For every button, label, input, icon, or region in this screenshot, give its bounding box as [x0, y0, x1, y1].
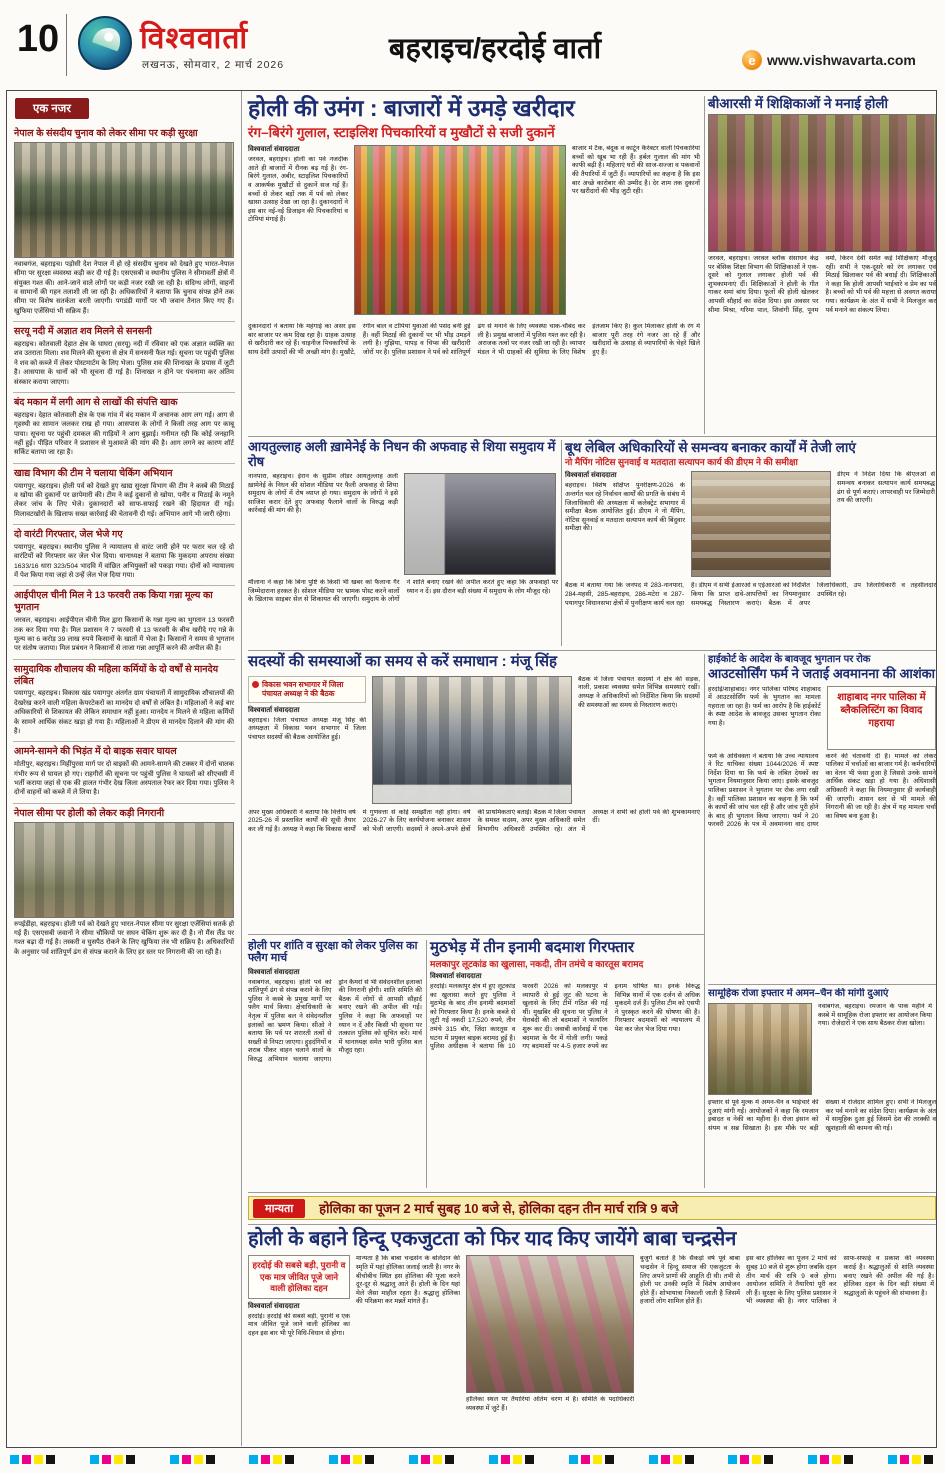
cmyk-square — [341, 1455, 350, 1464]
article-holi-market — [248, 96, 700, 415]
divider — [708, 984, 936, 985]
cmyk-square — [764, 1455, 773, 1464]
cmyk-square — [888, 1455, 897, 1464]
cmyk-square — [728, 1455, 737, 1464]
cmyk-square — [844, 1455, 853, 1464]
cmyk-square — [421, 1455, 430, 1464]
article-byline: विश्ववार्ता संवाददाता — [248, 706, 300, 714]
article-subtitle: रंग–बिरंगे गुलाल, स्टाइलिश पिचकारियों व मुखौटों से सजी दुकानें — [248, 124, 555, 140]
sidebar-article-title: बंद मकान में लगी आग से लाखों की संपत्ति खाक — [14, 396, 178, 408]
sidebar-article-body: नवाबगंज, बहराइच। पड़ोसी देश नेपाल में हो रहे संसदीय चुनाव को देखते हुए भारत-नेपाल सीमा पर सुरक्षा व्यवस्था कड़ी कर दी गई है। एसएसबी व स्थानीय पुलिस ने सीमावर्ती क्षेत्रों में संयुक्त गश्त की। आने-जाने वाले लोगों पर कड़ी नजर रखी जा रही है। संदिग्ध लोगों, वाहनों व सामानों की गहन तलाशी ली जा रही है। अधिकारियों ने बताया कि चुनाव संपन्न होने तक सीमा पर विशेष सतर्कता बरती जाएगी। पगडंडी मार्गों पर भी जवान तैनात किए गए हैं। खुफिया एजेंसियां भी सक्रिय हैं। — [14, 260, 234, 315]
article-roza-iftar — [708, 988, 936, 1179]
cmyk-square — [924, 1455, 933, 1464]
cmyk-mark-group — [409, 1455, 454, 1464]
sidebar-article-body: पयागपुर, बहराइच। विकास खंड पयागपुर अंतर्गत ग्राम पंचायतों में सामुदायिक शौचालयों की देखरेख करने वाली महिला केयरटेकरों का मानदेय दो वर्षों से लंबित है। महिलाओं ने कई बार अधिकारियों से शिकायत की लेकिन समाधान नहीं हुआ। मानदेय न मिलने से महिला कर्मियों के सामने आर्थिक संकट खड़ा हो गया है। महिलाओं ने डीएम से मानदेय दिलाने की मांग की है। — [14, 690, 234, 735]
article-body: इस बार होलिका का पूजन 2 मार्च को सुबह 10 बजे से शुरू होगा जबकि दहन तीन मार्च की रात्रि 9 बजे होगा। आयोजन समिति ने तैयारियां पूरी कर ली हैं। सुरक्षा के लिए पुलिस प्रशासन ने भी व्यवस्था की है। नगर पालिका ने साफ-सफाई व प्रकाश की व्यवस्था कराई है। श्रद्धालुओं से शांति व्यवस्था बनाए रखने की अपील की गई है। होलिका दहन के दिन बड़ी संख्या में श्रद्धालुओं के पहुंचने की संभावना है। — [746, 1255, 934, 1306]
sidebar-article-title: सरयू नदी में अज्ञात शव मिलने से सनसनी — [14, 326, 152, 338]
sidebar-article — [13, 586, 235, 659]
holika-procession-photo — [466, 1255, 634, 1393]
article-body: हरदोई। हरदोई की सबसे बड़ी, पुरानी व एक मात्र जीवित पूजे जाने वाली होलिका का दहन इस बार भी पूरे विधि-विधान से होगा। — [248, 1312, 350, 1338]
article-headline: मुठभेड़ में तीन इनामी बदमाश गिरफ्तार — [430, 939, 634, 956]
divider — [248, 1224, 936, 1225]
cmyk-square — [808, 1455, 817, 1464]
sidebar-ek-nazar — [10, 94, 238, 1444]
cmyk-square — [206, 1455, 215, 1464]
cmyk-square — [365, 1455, 374, 1464]
cmyk-square — [90, 1455, 99, 1464]
registration-marks — [6, 1452, 937, 1466]
article-headline: होली पर शांति व सुरक्षा को लेकर पुलिस का फ्लैग मार्च — [248, 940, 418, 965]
divider — [704, 654, 705, 1188]
cmyk-square — [912, 1455, 921, 1464]
article-zila-panchayat — [248, 654, 700, 921]
cmyk-square — [569, 1455, 578, 1464]
manyata-text: होलिका का पूजन 2 मार्च सुबह 10 बजे से, होलिका दहन तीन मार्च रात्रि 9 बजे — [319, 1201, 679, 1216]
cmyk-square — [126, 1455, 135, 1464]
epaper-icon: e — [742, 50, 762, 70]
sidebar-article-body: बहराइच। देहात कोतवाली क्षेत्र के एक गांव में बंद मकान में अचानक आग लग गई। आग से गृहस्थी का सामान जलकर राख हो गया। आसपास के लोगों ने किसी तरह आग पर काबू पाया। सूचना पर पहुंची दमकल की गाड़ियों ने आग बुझाई। गनीमत रही कि कोई जनहानि नहीं हुई। पीड़ित परिवार ने प्रशासन से मुआवजे की मांग की है। आग लगने का कारण शॉर्ट सर्किट बताया जा रहा है। — [14, 411, 234, 457]
sidebar-article — [13, 124, 235, 322]
article-byline: विश्ववार्ता संवाददाता — [565, 472, 617, 480]
cmyk-mark-group — [728, 1455, 773, 1464]
cmyk-square — [489, 1455, 498, 1464]
article-body: मान्यता है कि बाबा चन्द्रसेन के बलिदान की स्मृति में यहां होलिका जलाई जाती है। नगर के बीचोबीच स्थित इस होलिका की पूजा करने दूर-दूर से श्रद्धालु आते हैं। होली के दिन यहां मेले जैसा माहौल रहता है। श्रद्धालु होलिका की परिक्रमा कर मन्नतें मांगते हैं। — [356, 1255, 460, 1306]
holi-market-photo — [354, 145, 566, 315]
cmyk-mark-group — [170, 1455, 215, 1464]
cmyk-mark-group — [10, 1455, 55, 1464]
article-headline: होली के बहाने हिन्दू एकजुटता को फिर याद किए जायेंगे बाबा चन्द्रसेन — [248, 1228, 737, 1250]
sidebar-article-title: नेपाल के संसदीय चुनाव को लेकर सीमा पर कड़ी सुरक्षा — [14, 128, 198, 139]
cmyk-square — [261, 1455, 270, 1464]
divider — [561, 440, 562, 646]
article-body: बुजुर्ग बताते हैं कि सैकड़ों वर्ष पूर्व बाबा चन्द्रसेन ने हिन्दू समाज की एकजुटता के लिए अपने प्राणों की आहुति दी थी। तभी से होली पर उनकी स्मृति में विशेष आयोजन होते हैं। शोभायात्रा निकाली जाती है जिसमें हजारों लोग शामिल होते हैं। — [640, 1255, 740, 1306]
article-khamenei-rumour — [248, 440, 558, 635]
article-brc-holi — [708, 96, 936, 427]
cmyk-mark-group — [249, 1455, 294, 1464]
divider — [248, 436, 936, 437]
article-headline: सदस्यों की समस्याओं का समय से करें समाधान : मंजू सिंह — [248, 653, 557, 670]
sidebar-article-title: दो वारंटी गिरफ्तार, जेल भेजे गए — [14, 529, 123, 540]
article-body: डीएम ने निर्देश दिया कि बीएलओ से समन्वय बनाकर सत्यापन कार्य समयबद्ध ढंग से पूर्ण कराएं। लापरवाही पर जिम्मेदारी तय की जाएगी। — [837, 471, 935, 505]
cmyk-square — [581, 1455, 590, 1464]
cmyk-square — [649, 1455, 658, 1464]
holika-highlight-box: हरदोई की सबसे बड़ी, पुरानी व एक मात्र जीवित पूजे जाने वाली होलिका दहन — [248, 1255, 350, 1299]
article-byline: विश्ववार्ता संवाददाता — [248, 1302, 300, 1310]
sidebar-article-body: पयागपुर, बहराइच। स्थानीय पुलिस ने न्यायालय से वारंट जारी होने पर फरार चल रहे दो वारंटियों को गिरफ्तार कर जेल भेज दिया। थानाध्यक्ष ने बताया कि मुकदमा अपराध संख्या 1633/16 धारा 323/504 भादवि में वांछित अभियुक्तों को पकड़ा गया। दोनों को न्यायालय में पेश किया गया जहां से उन्हें जेल भेज दिया गया। — [14, 543, 234, 579]
manyata-label: मान्यता — [253, 1199, 305, 1218]
cmyk-mark-group — [569, 1455, 614, 1464]
divider — [66, 14, 67, 76]
teachers-holi-photo — [708, 114, 936, 252]
article-body: नानपारा, बहराइच। ईरान के सुप्रीम लीडर आयतुल्लाह अली ख़ामेनेई के निधन की सोशल मीडिया पर फैली अफवाह से शिया समुदाय के लोगों में रोष व्याप्त हो गया। समुदाय के लोगों ने इसे साजिश करार देते हुए अफवाह फैलाने वालों के विरुद्ध कड़ी कार्रवाई की मांग की है। — [248, 473, 398, 515]
manyata-strip — [248, 1196, 936, 1220]
shia-community-photo — [404, 473, 556, 575]
article-byline: विश्ववार्ता संवाददाता — [430, 973, 482, 981]
article-headline: बूथ लेबिल अधिकारियों से समन्वय बनाकर कार्यों में तेजी लाएं — [565, 440, 856, 455]
divider — [704, 96, 705, 434]
cmyk-square — [46, 1455, 55, 1464]
article-highcourt-payment — [708, 654, 936, 957]
sidebar-article-body: जरवल, बहराइच। आईपीएल चीनी मिल द्वारा किसानों के गन्ना मूल्य का भुगतान 13 फरवरी तक कर दिया गया है। मिल प्रशासन ने 7 फरवरी से 13 फरवरी के बीच खरीदे गए गन्ने के मूल्य का 6 करोड़ 39 लाख रुपये किसानों के खातों में भेजा है। किसानों ने समय से भुगतान पर संतोष जताया। मिल प्रबंधन ने किसानों से ताजा गन्ना आपूर्ति करने की अपील की है। — [14, 617, 234, 653]
article-headline: सामूहिक रोजा इफ्तार में अमन–चैन की मांगी दुआएं — [708, 988, 889, 999]
cmyk-mark-group — [329, 1455, 374, 1464]
cmyk-square — [525, 1455, 534, 1464]
article-baba-chandrasen — [248, 1228, 936, 1439]
article-body: मौलाना ने कहा कि बिना पुष्टि के किसी भी खबर को फैलाना गैर जिम्मेदाराना हरकत है। सोशल मीडिया पर भ्रामक पोस्ट करने वालों के खिलाफ साइबर सेल से शिकायत की जाएगी। समुदाय के लोगों ने शांति बनाए रखने की अपील करते हुए कहा कि अफवाहों पर ध्यान न दें। इस दौरान बड़ी संख्या में समुदाय के लोग मौजूद रहे। — [248, 579, 558, 604]
cmyk-square — [445, 1455, 454, 1464]
cmyk-square — [673, 1455, 682, 1464]
sidebar-article-title: खाद्य विभाग की टीम ने चलाया चेकिंग अभियान — [14, 467, 173, 479]
article-byline: विश्ववार्ता संवाददाता — [248, 146, 300, 154]
article-body: बहराइच। विशेष संक्षिप्त पुनरीक्षण-2026 के अन्तर्गत चल रहे निर्वाचन कार्यों की प्रगति के संबंध में जिलाधिकारी की अध्यक्षता में कलेक्ट्रेट सभागार में समीक्षा बैठक आयोजित हुई। डीएम ने नो मैपिंग, नोटिस सुनवाई व मतदाता सत्यापन कार्य की बिंदुवार समीक्षा की। — [565, 482, 685, 533]
border-patrol-photo — [14, 822, 234, 918]
article-subtitle: मलकापुर लूटकांड का खुलासा, नकदी, तीन तमंचे व कारतूस बरामद — [430, 958, 644, 969]
article-body: फर्म के अधिवक्ता ने बताया कि उच्च न्यायालय ने रिट याचिका संख्या 1044/2026 में स्पष्ट निर्देश दिया था कि फर्म के लंबित देयकों का भुगतान नियमानुसार किया जाए। इसके बावजूद पालिका प्रशासन ने भुगतान पर रोक लगा रखी है। वहीं पालिका प्रशासन का कहना है कि फर्म के कार्यों की जांच चल रही है और जांच पूरी होने के बाद ही भुगतान किया जाएगा। फर्म ने 20 फरवरी 2026 के पत्र में अवमानना वाद दायर करने की चेतावनी दी है। मामले को लेकर पालिका में चर्चाओं का बाजार गर्म है। कर्मचारियों का वेतन भी फंसा हुआ है जिससे उनके सामने आर्थिक संकट खड़ा हो गया है। अधिशासी अधिकारी ने कहा कि नियमानुसार ही कार्यवाही की जाएगी। शासन स्तर से भी मामले की निगरानी की जा रही है। क्षेत्र में यह मामला चर्चा का विषय बना हुआ है। — [708, 752, 936, 829]
article-body: हरदोई। मलकापुर क्षेत्र में हुए लूटकांड का खुलासा करते हुए पुलिस ने मुठभेड़ के बाद तीन इनामी बदमाशों को गिरफ्तार किया है। इनके कब्जे से लूटी गई नकदी 17,520 रुपये, तीन तमंचे 315 बोर, जिंदा कारतूस व घटना में प्रयुक्त बाइक बरामद हुई है। पुलिस अधीक्षक ने बताया कि 10 फरवरी 2026 को मलकापुर में व्यापारी से हुई लूट की घटना के खुलासे के लिए टीमें गठित की गई थीं। मुखबिर की सूचना पर पुलिस ने घेराबंदी की तो बदमाशों ने फायरिंग शुरू कर दी। जवाबी कार्रवाई में एक बदमाश के पैर में गोली लगी। पकड़े गए बदमाशों पर 4-5 हजार रुपये का इनाम घोषित था। इनके विरुद्ध विभिन्न थानों में एक दर्जन से अधिक मुकदमे दर्ज हैं। पुलिस टीम को एसपी ने पुरस्कृत करने की घोषणा की है। गिरफ्तार बदमाशों को न्यायालय में पेश कर जेल भेज दिया गया। — [430, 983, 700, 1051]
iftar-photo — [708, 1003, 812, 1095]
cmyk-square — [285, 1455, 294, 1464]
article-body: दुकानदारों ने बताया कि महंगाई का असर इस बार बाजार पर कम दिख रहा है। ग्राहक उत्साह से खरीदारी कर रहे हैं। चाइनीज पिचकारियों के साथ देशी उत्पादों की भी अच्छी मांग है। मुखौटे, रंगीन बाल व टोपियां युवाओं की पसंद बनी हुई हैं। वहीं मिठाई की दुकानों पर भी भीड़ उमड़ने लगी है। गुझिया, पापड़ व चिप्स की खरीदारी जोरों पर है। पुलिस प्रशासन ने पर्व को शांतिपूर्ण ढंग से मनाने के लिए व्यवस्था चाक-चौबंद कर ली है। प्रमुख बाजारों में पुलिस गश्त कर रही है। अराजक तत्वों पर नजर रखी जा रही है। व्यापार मंडल ने भी ग्राहकों की सुविधा के लिए विशेष इंतजाम किए हैं। कुल मिलाकर होली के रंग में बाजार पूरी तरह रंगे नजर आ रहे हैं और खरीदारों के उत्साह से व्यापारियों के चेहरे खिले हुए हैं। — [248, 323, 700, 356]
article-body: जरवल, बहराइच। जरवल ब्लॉक संसाधन केंद्र पर बेसिक शिक्षा विभाग की शिक्षिकाओं ने एक-दूसरे को गुलाल लगाकर होली पर्व की शुभकामनाएं दीं। शिक्षिकाओं ने होली के गीत गाकर समां बांध दिया। फूलों की होली खेलकर आपसी सौहार्द का संदेश दिया। इस अवसर पर सीमा मिश्रा, गरिमा पाल, शिवांगी सिंह, पूनम वर्मा, किरन देवी समेत कई शिक्षिकाएं मौजूद रहीं। सभी ने एक-दूसरे को रंग लगाकर एवं मिठाई खिलाकर पर्व की बधाई दी। शिक्षिकाओं ने कहा कि होली आपसी भाईचारे व प्रेम का पर्व है। बच्चों को भी पर्व की महत्ता से अवगत कराया गया। कार्यक्रम के अंत में सभी ने मिलजुल कर पर्व मनाने का संकल्प लिया। — [708, 255, 936, 314]
sidebar-article — [13, 464, 235, 525]
divider — [248, 650, 936, 651]
article-body: बैठक में जिला पंचायत सदस्यों ने क्षेत्र की सड़क, नाली, प्रकाश व्यवस्था समेत विभिन्न समस्याएं रखीं। अध्यक्ष ने अधिकारियों को निर्देशित किया कि सदस्यों की समस्याओं का समय से निस्तारण कराएं। — [578, 675, 700, 709]
sidebar-article-title: सामुदायिक शौचालय की महिला कर्मियों के दो वर्षों से मानदेय लंबित — [14, 663, 219, 687]
cmyk-square — [194, 1455, 203, 1464]
article-body: बैठक में बताया गया कि जनपद में 283-नानपारा, 284-महसी, 285-बहराइच, 286-मटेरा व 287-पयागपुर विधानसभा क्षेत्रों में पुनरीक्षण कार्य चल रहा है। डीएम ने सभी ईआरओ व एईआरओ को निर्देशित किया कि प्राप्त दावे-आपत्तियों का नियमानुसार समयबद्ध निस्तारण कराएं। बैठक में अपर जिलाधिकारी, उप जिलाधिकारी व तहसीलदार उपस्थित रहे। — [565, 582, 936, 607]
article-headline: आउटसोर्सिंग फर्म ने जताई अवमानना की आशंका — [708, 666, 936, 682]
cmyk-square — [114, 1455, 123, 1464]
sidebar-article-body: रुपईडीहा, बहराइच। होली पर्व को देखते हुए भारत-नेपाल सीमा पर सुरक्षा एजेंसियां सतर्क हो गई हैं। एसएसबी जवानों ने सीमा चौकियों पर सघन चेकिंग शुरू कर दी है। नो मैंस लैंड पर गश्त बढ़ा दी गई है। तस्करी व घुसपैठ रोकने के लिए खुफिया तंत्र भी सक्रिय है। अधिकारियों के अनुसार पर्व शांतिपूर्ण ढंग से संपन्न कराने के लिए हर स्तर पर निगरानी की जा रही है। — [14, 920, 234, 956]
article-body: नवाबगंज, बहराइच। रमजान के पाक महीने में कस्बे में सामूहिक रोजा इफ्तार का आयोजन किया गया। रोजेदारों ने एक साथ बैठकर रोजा खोला। — [818, 1003, 932, 1028]
website-url: www.vishwavarta.com — [767, 52, 916, 68]
cmyk-square — [752, 1455, 761, 1464]
cmyk-mark-group — [649, 1455, 694, 1464]
article-subtitle: नो मैपिंग नोटिस सुनवाई व मतदाता सत्यापन कार्य की डीएम ने की समीक्षा — [565, 457, 798, 468]
divider — [426, 940, 427, 1188]
article-body: अपर मुख्य अधिकारी ने बताया कि वित्तीय वर्ष 2025-26 में प्रस्तावित कार्यों की सूची तैयार कर ली गई है। अध्यक्ष ने कहा कि विकास कार्यों में गुणवत्ता से कोई समझौता नहीं होगा। वर्ष 2026-27 के लिए कार्ययोजना बनाकर शासन को भेजी जाएगी। सदस्यों ने अपने-अपने क्षेत्रों की प्राथमिकताएं बताईं। बैठक में जिला पंचायत के समस्त सदस्य, अपर मुख्य अधिकारी समेत विभागीय अधिकारी उपस्थित रहे। अंत में अध्यक्ष ने सभी को होली पर्व की शुभकामनाएं दीं। — [248, 808, 700, 833]
kicker-text: विकास भवन सभागार में जिला पंचायत अध्यक्ष ने की बैठक — [262, 679, 344, 699]
brand-logo-icon — [78, 16, 132, 70]
cmyk-square — [409, 1455, 418, 1464]
cmyk-square — [10, 1455, 19, 1464]
cmyk-square — [353, 1455, 362, 1464]
cmyk-square — [501, 1455, 510, 1464]
sidebar-article — [13, 322, 235, 393]
ek-nazar-header: एक नजर — [15, 98, 89, 119]
sidebar-article-title: नेपाल सीमा पर होली को लेकर कड़ी निगरानी — [14, 807, 165, 819]
sidebar-article — [13, 660, 235, 743]
article-kicker — [248, 676, 366, 703]
cmyk-mark-group — [489, 1455, 534, 1464]
cmyk-square — [900, 1455, 909, 1464]
sidebar-article — [13, 804, 235, 962]
divider — [241, 91, 242, 1446]
cmyk-square — [273, 1455, 282, 1464]
article-body: इफ्तार से पूर्व मुल्क में अमन-चैन व भाईचारे की दुआएं मांगी गईं। आयोजकों ने कहा कि रमजान इबादत व नेकी का महीना है। रोजा इंसान को संयम व सब्र सिखाता है। इस मौके पर बड़ी संख्या में रोजेदार शामिल हुए। सभी ने मिलजुल कर पर्व मनाने का संदेश दिया। कार्यक्रम के अंत में सामूहिक दुआ हुई जिसमें देश की तरक्की व खुशहाली की कामना की गई। — [708, 1099, 936, 1132]
cmyk-square — [740, 1455, 749, 1464]
cmyk-square — [249, 1455, 258, 1464]
sidebar-article-body: पयागपुर, बहराइच। होली पर्व को देखते हुए खाद्य सुरक्षा विभाग की टीम ने कस्बे की मिठाई व खोया की दुकानों पर छापेमारी की। टीम ने कई दुकानों से खोया, पनीर व मिठाई के नमूने लेकर जांच के लिए भेजे। दुकानदारों को साफ-सफाई रखने की हिदायत दी गई। मिलावटखोरों के खिलाफ सख्त कार्रवाई की चेतावनी दी गई। अभियान आगे भी जारी रहेगा। — [14, 482, 234, 518]
article-booth-review — [565, 440, 936, 636]
blacklisting-sidebox: शाहाबाद नगर पालिका में ब्लैकलिस्टिंग का विवाद गहराया — [827, 686, 936, 750]
sidebar-article-title: आमने-सामने की भिड़ंत में दो बाइक सवार घायल — [14, 746, 177, 758]
article-body: जरवल, बहराइच। होली का पर्व नजदीक आते ही बाजारों में रौनक बढ़ गई है। रंग-बिरंगे गुलाल, अबीर, स्टाइलिश पिचकारियों व आकर्षक मुखौटों से दुकानें सज गई हैं। बच्चों से लेकर बड़ों तक में पर्व को लेकर खासा उत्साह देखा जा रहा है। दुकानदारों ने इस बार नई-नई डिजाइन की पिचकारियां व टोपियां मंगाई हैं। — [248, 156, 348, 224]
article-body: हरदोई/शाहाबाद। नगर पालिका परिषद शाहाबाद में आउटसोर्सिंग फर्म के भुगतान का मामला गहराता जा रहा है। फर्म का आरोप है कि हाईकोर्ट के स्पष्ट आदेश के बावजूद उसका भुगतान रोका गया है। — [708, 685, 821, 728]
website-link[interactable] — [742, 50, 916, 70]
cmyk-square — [661, 1455, 670, 1464]
article-body: बाजार में टैंक, बंदूक व कार्टून कैरेक्टर वाली पिचकारियां बच्चों को खूब भा रही हैं। हर्बल गुलाल की मांग भी काफी बढ़ी है। महिलाएं घरों की साज-सज्जा व पकवानों की तैयारियों में जुटी हैं। व्यापारियों का कहना है कि इस बार अच्छे कारोबार की उम्मीद है। देर शाम तक दुकानों पर खरीदारों की भीड़ जुटी रही। — [572, 145, 700, 196]
cmyk-square — [182, 1455, 191, 1464]
cmyk-mark-group — [888, 1455, 933, 1464]
sidebar-article-body: मोतीपुर, बहराइच। मिहींपुरवा मार्ग पर दो बाइकों की आमने-सामने की टक्कर में दोनों चालक गंभीर रूप से घायल हो गए। राहगीरों की सूचना पर पहुंची पुलिस ने घायलों को सीएचसी में भर्ती कराया जहां से एक की हालत गंभीर देख जिला अस्पताल रेफर कर दिया गया। पुलिस ने दोनों वाहनों को कब्जे में ले लिया है। — [14, 761, 234, 797]
section-title: बहराइच/हरदोई वार्ता — [388, 33, 602, 65]
article-kicker-headline: हाईकोर्ट के आदेश के बावजूद भुगतान पर रोक — [708, 654, 871, 665]
article-body: नवाबगंज, बहराइच। होली पर्व को शांतिपूर्ण ढंग से संपन्न कराने के लिए पुलिस ने कस्बे के प्रमुख मार्गों पर फ्लैग मार्च किया। क्षेत्राधिकारी के नेतृत्व में पुलिस बल ने संवेदनशील इलाकों का भ्रमण किया। सीओ ने बताया कि पर्व पर शरारती तत्वों से सख्ती से निपटा जाएगा। हुड़दंगियों व शराब पीकर वाहन चलाने वालों के विरुद्ध अभियान चलाया जाएगा। ड्रोन कैमरों से भी संवेदनशील इलाकों की निगरानी होगी। शांति समिति की बैठक में लोगों से आपसी सौहार्द बनाए रखने की अपील की गई। पुलिस ने कहा कि अफवाहों पर ध्यान न दें और किसी भी सूचना पर तत्काल पुलिस को सूचित करें। मार्च में थानाध्यक्ष समेत भारी पुलिस बल मौजूद रहा। — [248, 978, 422, 1063]
cmyk-square — [329, 1455, 338, 1464]
article-headline: बीआरसी में शिक्षिकाओं ने मनाई होली — [708, 96, 888, 111]
cmyk-square — [605, 1455, 614, 1464]
sidebar-article — [13, 393, 235, 464]
dateline: लखनऊ, सोमवार, 2 मार्च 2026 — [142, 59, 285, 71]
border-security-photo — [14, 142, 234, 258]
sidebar-article-body: बहराइच। कोतवाली देहात क्षेत्र के घाघरा (सरयू) नदी में रविवार को एक अज्ञात व्यक्ति का शव उतराता मिला। शव मिलने की सूचना से क्षेत्र में सनसनी फैल गई। सूचना पर पहुंची पुलिस ने शव को कब्जे में लेकर पोस्टमार्टम के लिए भेजा। पुलिस शव की शिनाख्त के प्रयास में जुटी है। आसपास के थानों को भी सूचना दी गई है। शिनाख्त न होने पर पंचनामा कर अंतिम संस्कार कराया जाएगा। — [14, 341, 235, 386]
cmyk-square — [593, 1455, 602, 1464]
cmyk-mark-group — [808, 1455, 853, 1464]
article-flag-march — [248, 940, 422, 1175]
article-headline: आयतुल्लाह अली ख़ामेनेई के निधन की अफवाह से शिया समुदाय में रोष — [248, 439, 556, 469]
article-encounter-arrest — [430, 940, 700, 1173]
sidebar-article — [13, 525, 235, 586]
cmyk-square — [513, 1455, 522, 1464]
divider — [248, 1192, 936, 1193]
cmyk-square — [34, 1455, 43, 1464]
bullet-icon — [252, 681, 259, 688]
cmyk-mark-group — [90, 1455, 135, 1464]
article-byline: विश्ववार्ता संवाददाता — [248, 968, 300, 976]
cmyk-square — [22, 1455, 31, 1464]
panchayat-meeting-photo — [372, 676, 572, 804]
cmyk-square — [102, 1455, 111, 1464]
dm-review-meeting-photo — [691, 471, 831, 577]
article-body: होलिका स्थल पर तैयारियां अंतिम चरण में हैं। समिति के पदाधिकारी व्यवस्था में जुटे हैं। — [466, 1396, 634, 1412]
article-headline: होली की उमंग : बाजारों में उमड़े खरीदार — [248, 95, 575, 121]
brand-name: विश्ववार्ता — [140, 22, 249, 55]
sidebar-article-title: आईपीएल चीनी मिल ने 13 फरवरी तक किया गन्ना मूल्य का भुगतान — [14, 590, 213, 614]
cmyk-square — [433, 1455, 442, 1464]
cmyk-square — [685, 1455, 694, 1464]
cmyk-square — [170, 1455, 179, 1464]
cmyk-square — [820, 1455, 829, 1464]
page-number: 10 — [16, 18, 60, 60]
sidebar-article — [13, 742, 235, 803]
cmyk-square — [832, 1455, 841, 1464]
article-body: बहराइच। जिला पंचायत अध्यक्ष मंजू सिंह की अध्यक्षता में विकास भवन सभागार में जिला पंचायत सदस्यों की बैठक आयोजित हुई। — [248, 716, 366, 741]
divider — [248, 934, 704, 935]
